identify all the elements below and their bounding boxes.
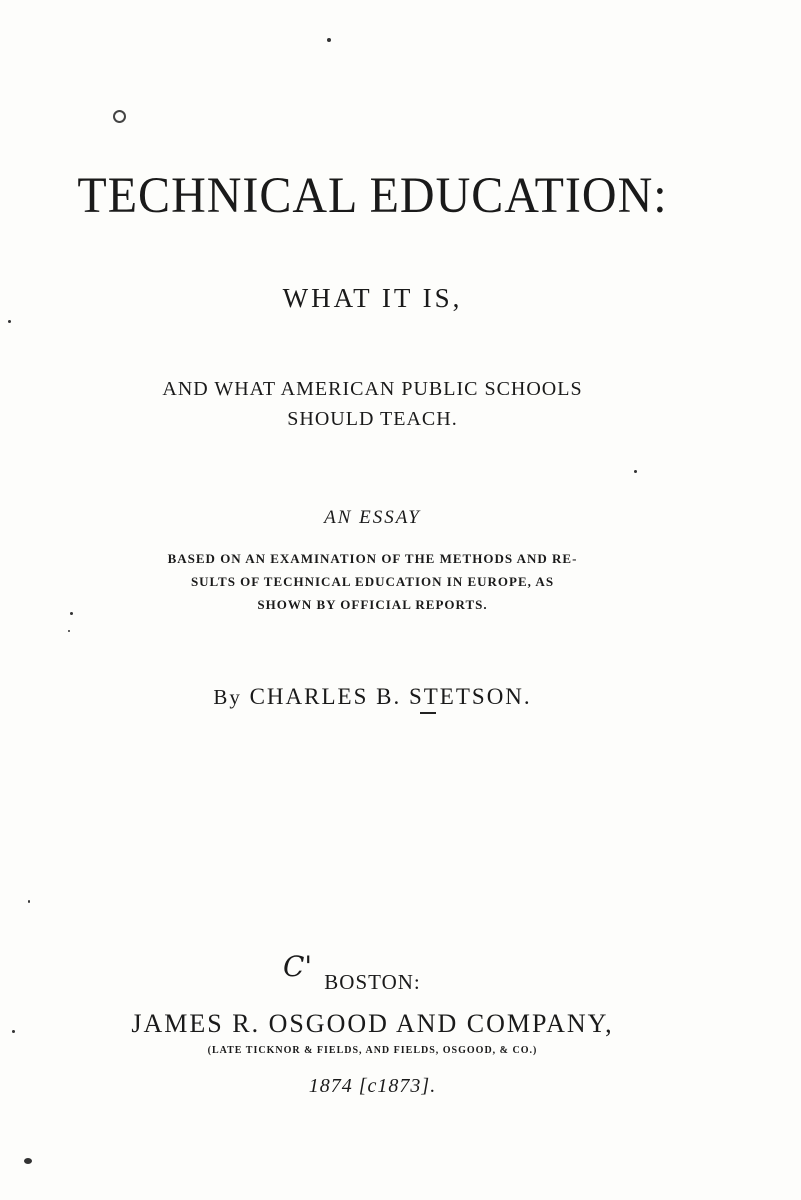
book-subtitle: WHAT IT IS, — [282, 283, 463, 313]
author-name: CHARLES B. STETSON. — [249, 684, 532, 709]
subtitle-line-2: SHOULD TEACH. — [287, 408, 458, 430]
subtitle-line-1: AND WHAT AMERICAN PUBLIC SCHOOLS — [162, 378, 583, 400]
scan-speck — [68, 630, 70, 632]
essay-label: AN ESSAY — [324, 507, 421, 528]
library-mark-icon — [113, 110, 126, 123]
author-line — [0, 684, 745, 710]
book-title: TECHNICAL EDUCATION: — [77, 167, 668, 224]
author-by: By — [213, 685, 242, 709]
publication-place: BOSTON: — [324, 970, 421, 994]
publisher-note: (LATE TICKNOR & FIELDS, AND FIELDS, OSGOOD, & CO.) — [207, 1045, 538, 1056]
scan-speck — [8, 320, 11, 323]
scan-speck — [12, 1030, 15, 1033]
description-line-2: SULTS OF TECHNICAL EDUCATION IN EUROPE, AS — [190, 574, 555, 589]
scan-speck — [24, 1158, 32, 1164]
publication-year: 1874 [c1873]. — [308, 1075, 437, 1097]
scan-speck — [634, 470, 637, 473]
description-line-1: BASED ON AN EXAMINATION OF THE METHODS AND RE- — [167, 551, 578, 566]
scan-speck — [28, 900, 30, 903]
scan-speck — [70, 612, 73, 615]
description-line-3: SHOWN BY OFFICIAL REPORTS. — [257, 597, 488, 612]
publisher-name: JAMES R. OSGOOD AND COMPANY, — [131, 1009, 614, 1038]
scan-speck — [327, 38, 331, 42]
handwritten-underline — [420, 712, 436, 714]
handwritten-annotation: C' — [283, 950, 313, 983]
